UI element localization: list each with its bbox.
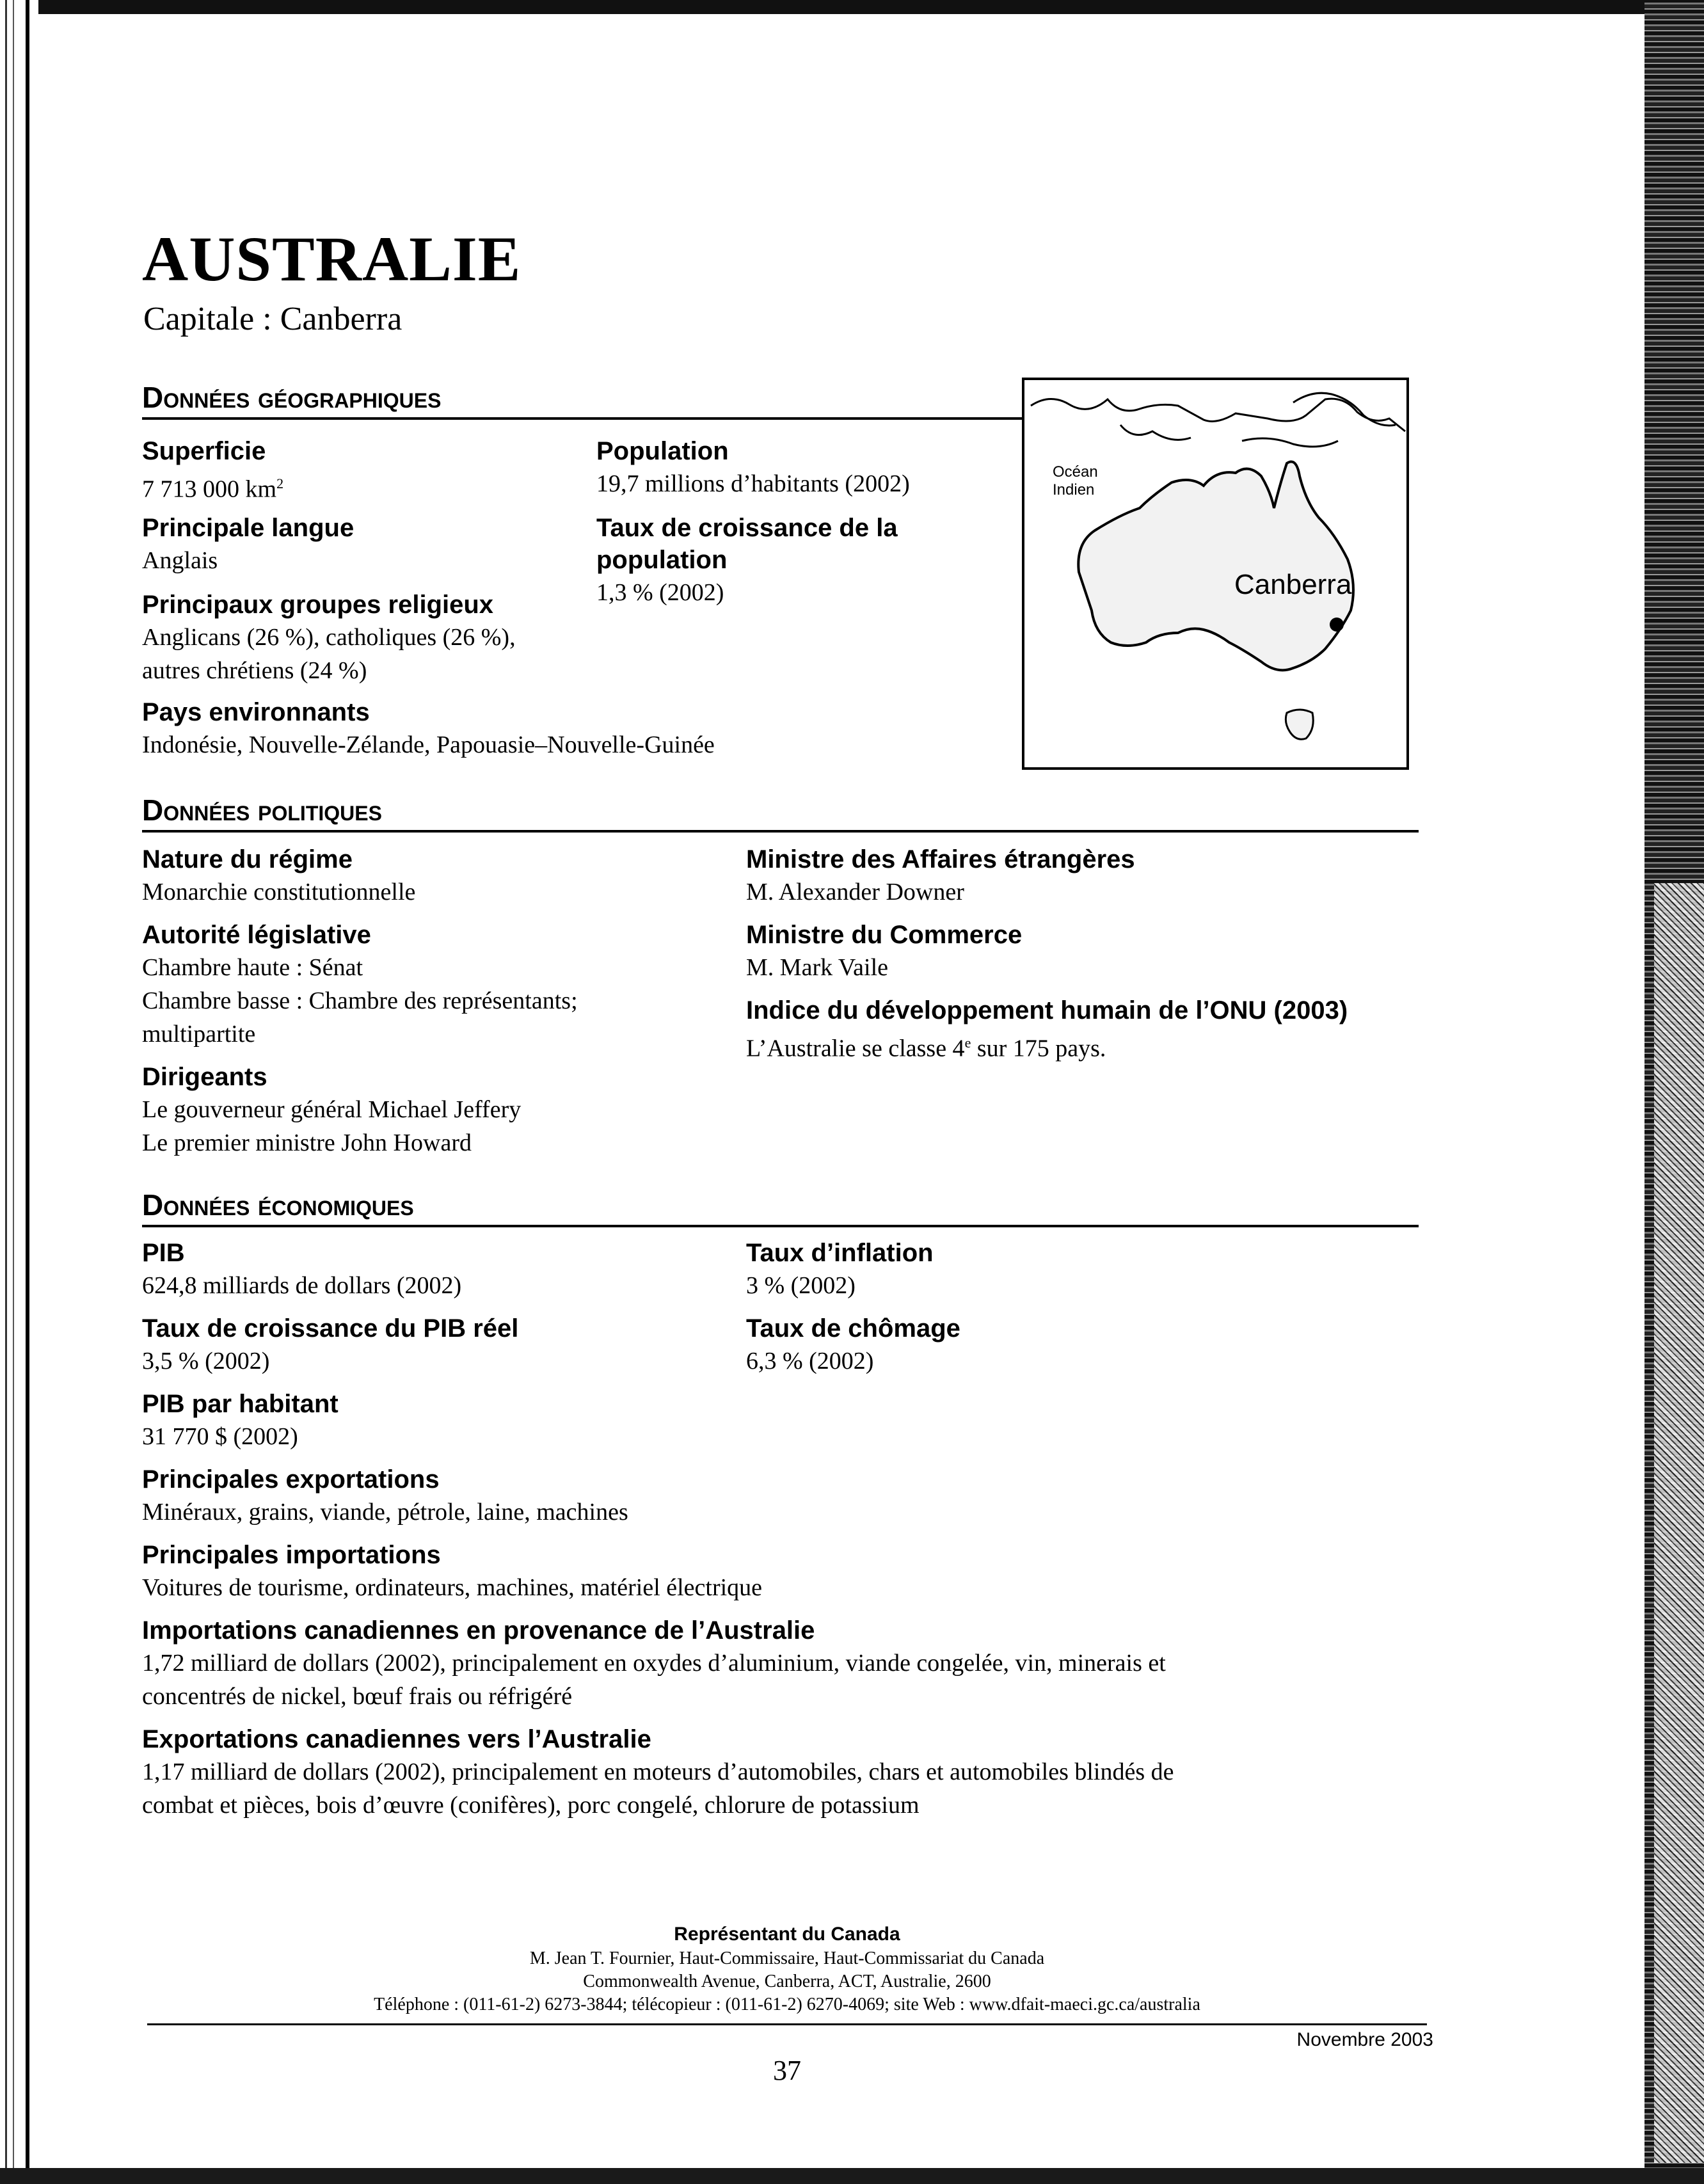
geo-voisins-label: Pays environnants	[142, 698, 370, 726]
map-label-ocean-line2: Indien	[1053, 481, 1095, 498]
pol-legislatif	[142, 919, 578, 1051]
map-label-canberra: Canberra	[1234, 569, 1352, 600]
eco-exports-canada-value-line1: 1,17 milliard de dollars (2002), principalement en moteurs d’automobiles, chars et automobiles blindés de	[142, 1758, 1174, 1785]
pol-legislatif-label: Autorité législative	[142, 921, 371, 949]
eco-pib-habitant-value: 31 770 $ (2002)	[142, 1423, 298, 1450]
eco-exportations-label: Principales exportations	[142, 1465, 440, 1494]
scan-border-right-speckle	[1654, 883, 1704, 2163]
geo-langue	[142, 512, 354, 577]
eco-inflation-label: Taux d’inflation	[746, 1239, 934, 1267]
pol-legislatif-value-line1: Chambre haute : Sénat	[142, 954, 363, 981]
map-label-ocean-line1: Océan	[1053, 463, 1098, 481]
eco-inflation	[746, 1237, 934, 1302]
geo-religions	[142, 589, 516, 687]
section-heading-geography: Données géographiques	[142, 378, 1022, 420]
section-heading-politics: Données politiques	[142, 790, 1419, 833]
eco-chomage	[746, 1312, 960, 1378]
geo-langue-label: Principale langue	[142, 514, 354, 542]
australia-map	[1022, 378, 1409, 770]
eco-exportations	[142, 1463, 628, 1529]
geo-voisins-value: Indonésie, Nouvelle-Zélande, Papouasie–Nouvelle-Guinée	[142, 731, 715, 758]
eco-pib-habitant	[142, 1388, 338, 1453]
geo-superficie-label: Superficie	[142, 437, 266, 465]
eco-pib-label: PIB	[142, 1239, 185, 1267]
geo-religions-value-line1: Anglicans (26 %), catholiques (26 %),	[142, 624, 516, 651]
geo-croissance-label-line1: Taux de croissance de la	[596, 514, 898, 542]
geo-religions-label: Principaux groupes religieux	[142, 591, 494, 619]
geo-population-label: Population	[596, 437, 729, 465]
eco-exports-canada	[142, 1723, 1422, 1822]
geo-voisins	[142, 696, 715, 761]
pol-affaires-etrangeres	[746, 843, 1135, 909]
eco-imports-canada-value-line1: 1,72 milliard de dollars (2002), principalement en oxydes d’aluminium, viande congelée, vin, minerais et	[142, 1650, 1166, 1677]
pol-regime-value: Monarchie constitutionnelle	[142, 879, 416, 905]
geo-langue-value: Anglais	[142, 547, 218, 574]
geo-superficie-exponent: 2	[276, 475, 284, 491]
geo-population	[596, 435, 910, 500]
pol-idh-value	[746, 1026, 1348, 1065]
footer-title: Représentant du Canada	[674, 1924, 900, 1945]
capital-subtitle: Capitale : Canberra	[143, 301, 402, 337]
page-title: AUSTRALIE	[142, 223, 522, 294]
eco-pib	[142, 1237, 461, 1302]
pol-affaires-value: M. Alexander Downer	[746, 879, 964, 905]
pol-idh-value-tail: sur 175 pays.	[971, 1035, 1106, 1062]
eco-chomage-value: 6,3 % (2002)	[746, 1348, 874, 1375]
pol-commerce-label: Ministre du Commerce	[746, 921, 1023, 949]
eco-exportations-value: Minéraux, grains, viande, pétrole, laine, machines	[142, 1499, 628, 1526]
pol-regime	[142, 843, 415, 909]
geo-superficie-value	[142, 467, 283, 506]
eco-imports-canada-label: Importations canadiennes en provenance de l’Australie	[142, 1616, 815, 1645]
pol-idh-label: Indice du développement humain de l’ONU (2003)	[746, 996, 1348, 1024]
pol-idh-ordinal: e	[964, 1035, 971, 1051]
geo-religions-value-line2: autres chrétiens (24 %)	[142, 657, 367, 684]
footer-line-3: Téléphone : (011-61-2) 6273-3844; télécopieur : (011-61-2) 6270-4069; site Web : www.dfait-maeci.gc.ca/australia	[374, 1995, 1200, 2014]
footer-date: Novembre 2003	[1296, 2029, 1433, 2050]
eco-croissance-pib	[142, 1312, 518, 1378]
pol-idh-value-text: L’Australie se classe 4	[746, 1035, 965, 1062]
eco-importations-value: Voitures de tourisme, ordinateurs, machines, matériel électrique	[142, 1574, 763, 1601]
geo-croissance-label-line2: population	[596, 546, 728, 574]
pol-dirigeants-value-line1: Le gouverneur général Michael Jeffery	[142, 1096, 522, 1123]
pol-commerce-value: M. Mark Vaile	[746, 954, 888, 981]
footer-representative	[147, 1922, 1427, 2016]
footer-divider	[147, 2023, 1427, 2025]
scan-border-left	[0, 0, 38, 2184]
eco-croissance-pib-value: 3,5 % (2002)	[142, 1348, 270, 1375]
scan-border-top	[0, 0, 1704, 14]
eco-exports-canada-value-line2: combat et pièces, bois d’œuvre (conifères), porc congelé, chlorure de potassium	[142, 1792, 920, 1819]
geo-superficie	[142, 435, 283, 506]
footer-line-1: M. Jean T. Fournier, Haut-Commissaire, Haut-Commissariat du Canada	[529, 1949, 1045, 1968]
section-heading-economy: Données économiques	[142, 1185, 1419, 1227]
scan-border-bottom	[0, 2168, 1704, 2184]
eco-inflation-value: 3 % (2002)	[746, 1272, 856, 1299]
map-label-ocean	[1053, 463, 1110, 499]
eco-chomage-label: Taux de chômage	[746, 1314, 960, 1343]
eco-importations	[142, 1539, 762, 1604]
eco-exports-canada-label: Exportations canadiennes vers l’Australie	[142, 1725, 651, 1753]
geo-croissance	[596, 512, 898, 609]
eco-pib-value: 624,8 milliards de dollars (2002)	[142, 1272, 462, 1299]
eco-importations-label: Principales importations	[142, 1541, 441, 1569]
geo-superficie-number: 7 713 000 km	[142, 475, 277, 503]
geo-population-value: 19,7 millions d’habitants (2002)	[596, 470, 910, 497]
footer-line-2: Commonwealth Avenue, Canberra, ACT, Australie, 2600	[583, 1972, 991, 1991]
eco-imports-canada-value-line2: concentrés de nickel, bœuf frais ou réfrigéré	[142, 1683, 573, 1710]
pol-commerce	[746, 919, 1022, 984]
pol-idh	[746, 994, 1348, 1065]
pol-legislatif-value-line2: Chambre basse : Chambre des représentants;	[142, 987, 578, 1014]
page-number: 37	[773, 2055, 801, 2086]
eco-pib-habitant-label: PIB par habitant	[142, 1390, 338, 1418]
eco-imports-canada	[142, 1614, 1422, 1713]
geo-croissance-value: 1,3 % (2002)	[596, 579, 724, 606]
pol-regime-label: Nature du régime	[142, 845, 353, 873]
pol-legislatif-value-line3: multipartite	[142, 1021, 256, 1048]
pol-dirigeants	[142, 1061, 521, 1160]
pol-dirigeants-label: Dirigeants	[142, 1063, 267, 1091]
pol-affaires-label: Ministre des Affaires étrangères	[746, 845, 1135, 873]
pol-dirigeants-value-line2: Le premier ministre John Howard	[142, 1129, 472, 1156]
eco-croissance-pib-label: Taux de croissance du PIB réel	[142, 1314, 519, 1343]
